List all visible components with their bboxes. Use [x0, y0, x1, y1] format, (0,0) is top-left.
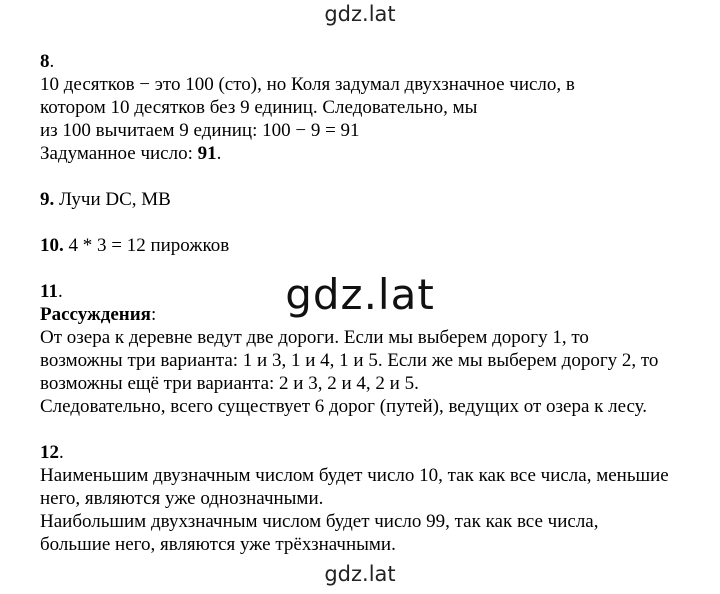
task-11-line-2: возможны три варианта: 1 и 3, 1 и 4, 1 и 5. Если же мы выберем дорогу 2, то	[40, 350, 659, 371]
task-9	[40, 188, 710, 211]
watermark-middle: gdz.lat	[285, 270, 435, 319]
task-9-number: 9.	[40, 189, 55, 210]
task-8-answer: Задуманное число: 91.	[40, 143, 222, 164]
task-11-heading: Рассуждения	[40, 304, 151, 325]
task-11-heading-line: Рассуждения:	[40, 304, 157, 325]
task-8-number: 8	[40, 51, 50, 72]
task-11-line-1: От озера к деревне ведут две дороги. Если мы выберем дорогу 1, то	[40, 327, 589, 348]
task-11-line-4: Следовательно, всего существует 6 дорог (путей), ведущих от озера к лесу.	[40, 396, 648, 417]
task-8-answer-value: 91	[197, 143, 217, 164]
task-12-number: 12	[40, 442, 59, 463]
task-11-line-3: возможны ещё три варианта: 2 и 3, 2 и 4, 2 и 5.	[40, 373, 419, 394]
task-9-text: Лучи DC, MB	[54, 189, 171, 210]
task-11-number: 11	[40, 281, 58, 302]
task-10-number: 10.	[40, 235, 64, 256]
task-12-line-3: Наибольшим двухзначным числом будет число 99, так как все числа,	[40, 511, 599, 532]
solutions-content	[40, 50, 710, 556]
task-11-number-line: 11.	[40, 281, 63, 302]
task-8-number-line: 8.	[40, 51, 55, 72]
task-12	[40, 441, 710, 556]
watermark-top: gdz.lat	[324, 2, 396, 26]
task-12-line-2: него, являются уже однозначными.	[40, 488, 324, 509]
task-8	[40, 50, 710, 165]
task-12-line-1: Наименьшим двузначным числом будет число 10, так как все числа, меньшие	[40, 465, 669, 486]
task-10	[40, 234, 710, 257]
task-8-line-2: котором 10 десятков без 9 единиц. Следовательно, мы	[40, 97, 478, 118]
task-10-text: 4 * 3 = 12 пирожков	[63, 235, 230, 256]
task-10-line	[40, 234, 710, 257]
task-12-number-line: 12.	[40, 442, 64, 463]
task-12-line-4: большие него, являются уже трёхзначными.	[40, 534, 396, 555]
task-8-line-3: из 100 вычитаем 9 единиц: 100 − 9 = 91	[40, 120, 360, 141]
task-8-answer-label: Задуманное число:	[40, 143, 198, 164]
task-8-line-1: 10 десятков − это 100 (сто), но Коля задумал двухзначное число, в	[40, 74, 575, 95]
watermark-bottom: gdz.lat	[324, 562, 396, 586]
task-11	[40, 280, 710, 418]
task-9-line	[40, 188, 710, 211]
